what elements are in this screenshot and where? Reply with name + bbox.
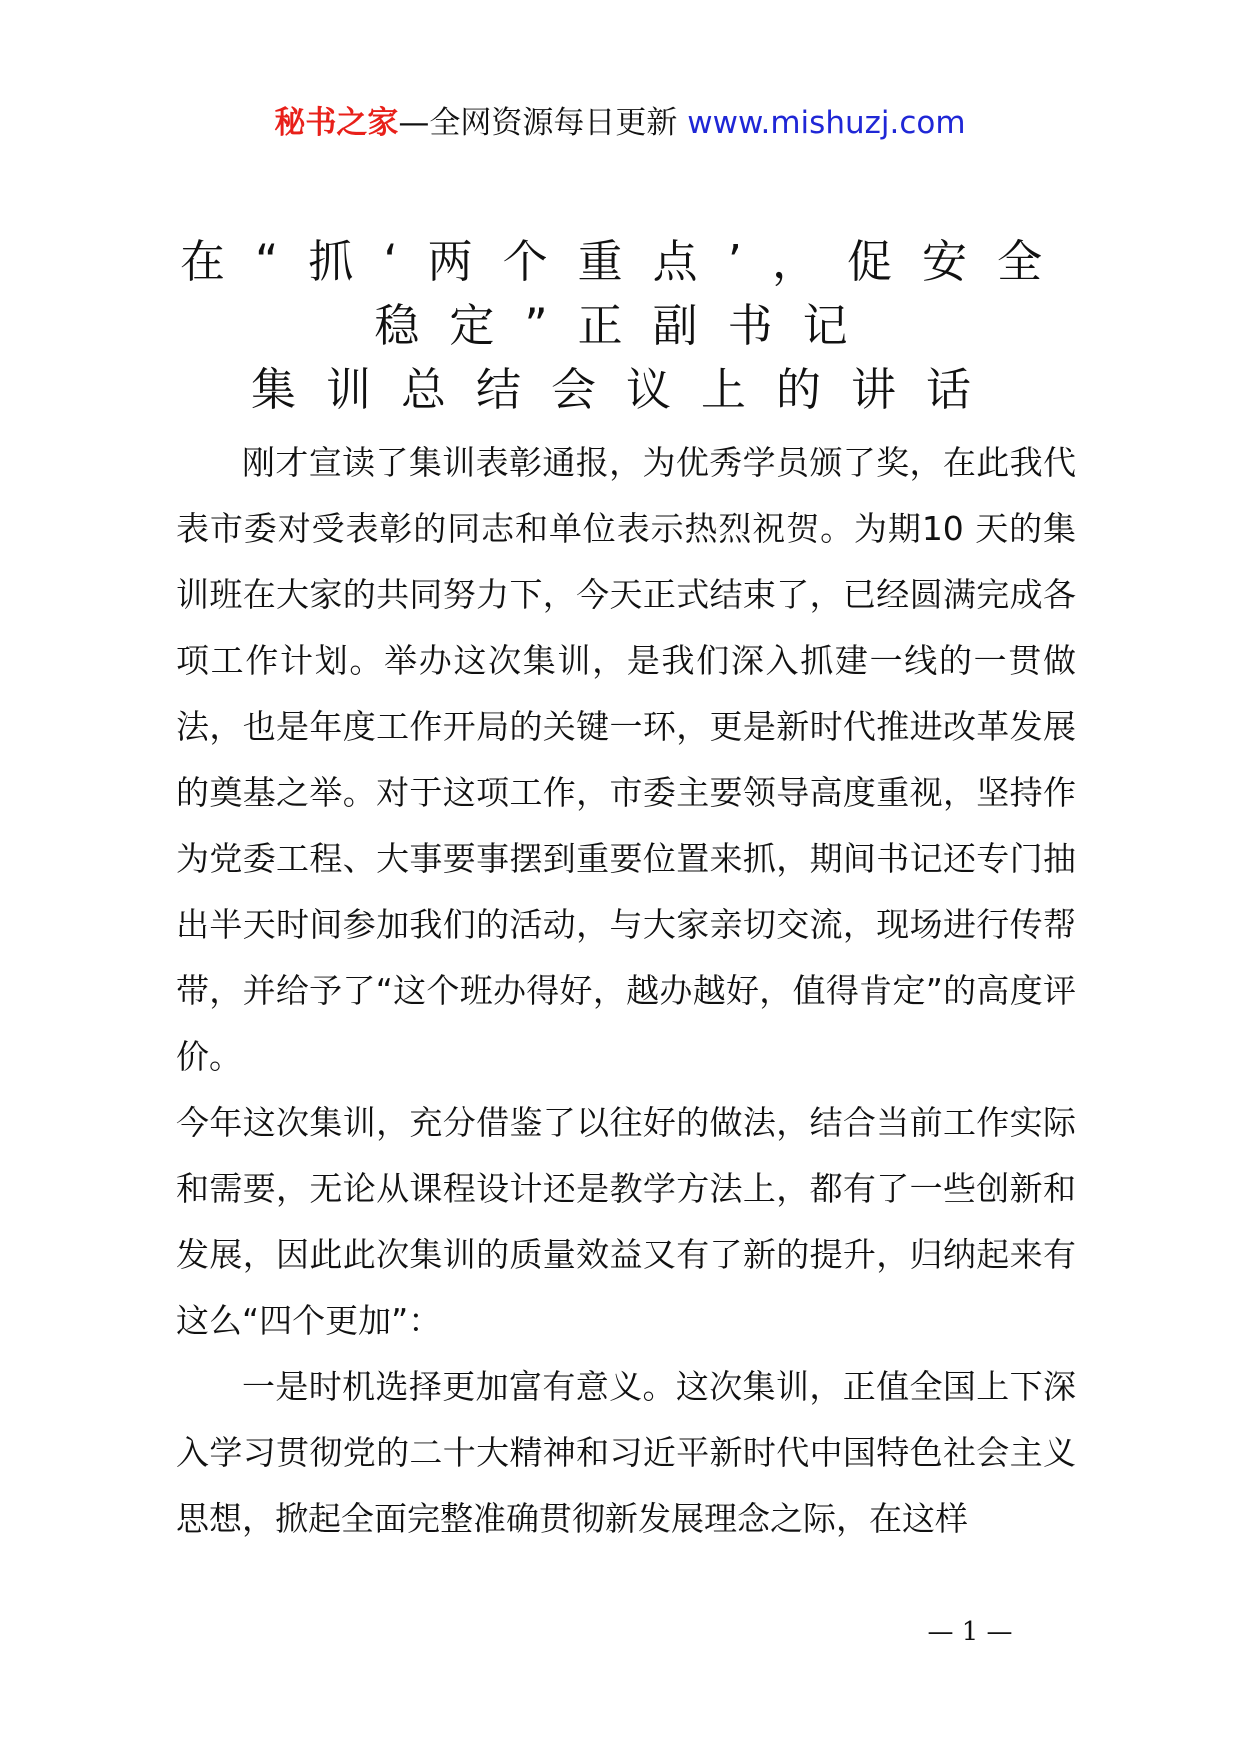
title-line-2: 稳定”正副书记 (374, 299, 878, 352)
header-url[interactable]: www.mishuzj.com (687, 105, 966, 141)
title-line-1: 在“抓‘两个重点’，促安全 (180, 235, 1072, 288)
header-slogan: —全网资源每日更新 (398, 105, 688, 141)
title-line-3: 集训总结会议上的讲话 (250, 363, 1001, 416)
header-brand: 秘书之家 (274, 105, 399, 141)
paragraph-2: 今年这次集训，充分借鉴了以往好的做法，结合当前工作实际和需要，无论从课程设计还是教学方法上，都有了一些创新和发展，因此此次集训的质量效益又有了新的提升，归纳起来有这么“四个更加”： (176, 1103, 1076, 1340)
paragraph-3: 一是时机选择更加富有意义。这次集训，正值全国上下深入学习贯彻党的二十大精神和习近平新时代中国特色社会主义思想，掀起全面完整准确贯彻新发展理念之际，在这样 (176, 1367, 1076, 1538)
document-body (176, 430, 1076, 1552)
paragraph-1: 刚才宣读了集训表彰通报，为优秀学员颁了奖，在此我代表市委对受表彰的同志和单位表示热烈祝贺。为期10 天的集训班在大家的共同努力下，今天正式结束了，已经圆满完成各项工作计划。举办这次集训，是我们深入抓建一线的一贯做法，也是年度工作开局的关键一环，更是新时代推进改革发展的奠基之举。对于这项工作，市委主要领导高度重视，坚持作为党委工程、大事要事摆到重要位置来抓，期间书记还专门抽出半天时间参加我们的活动，与大家亲切交流，现场进行传帮带，并给予了“这个班办得好，越办越好，值得肯定”的高度评价。 (176, 443, 1076, 1076)
page-header (0, 100, 1240, 146)
page-number: — 1 — (927, 1617, 1013, 1647)
document-title (176, 230, 1076, 422)
